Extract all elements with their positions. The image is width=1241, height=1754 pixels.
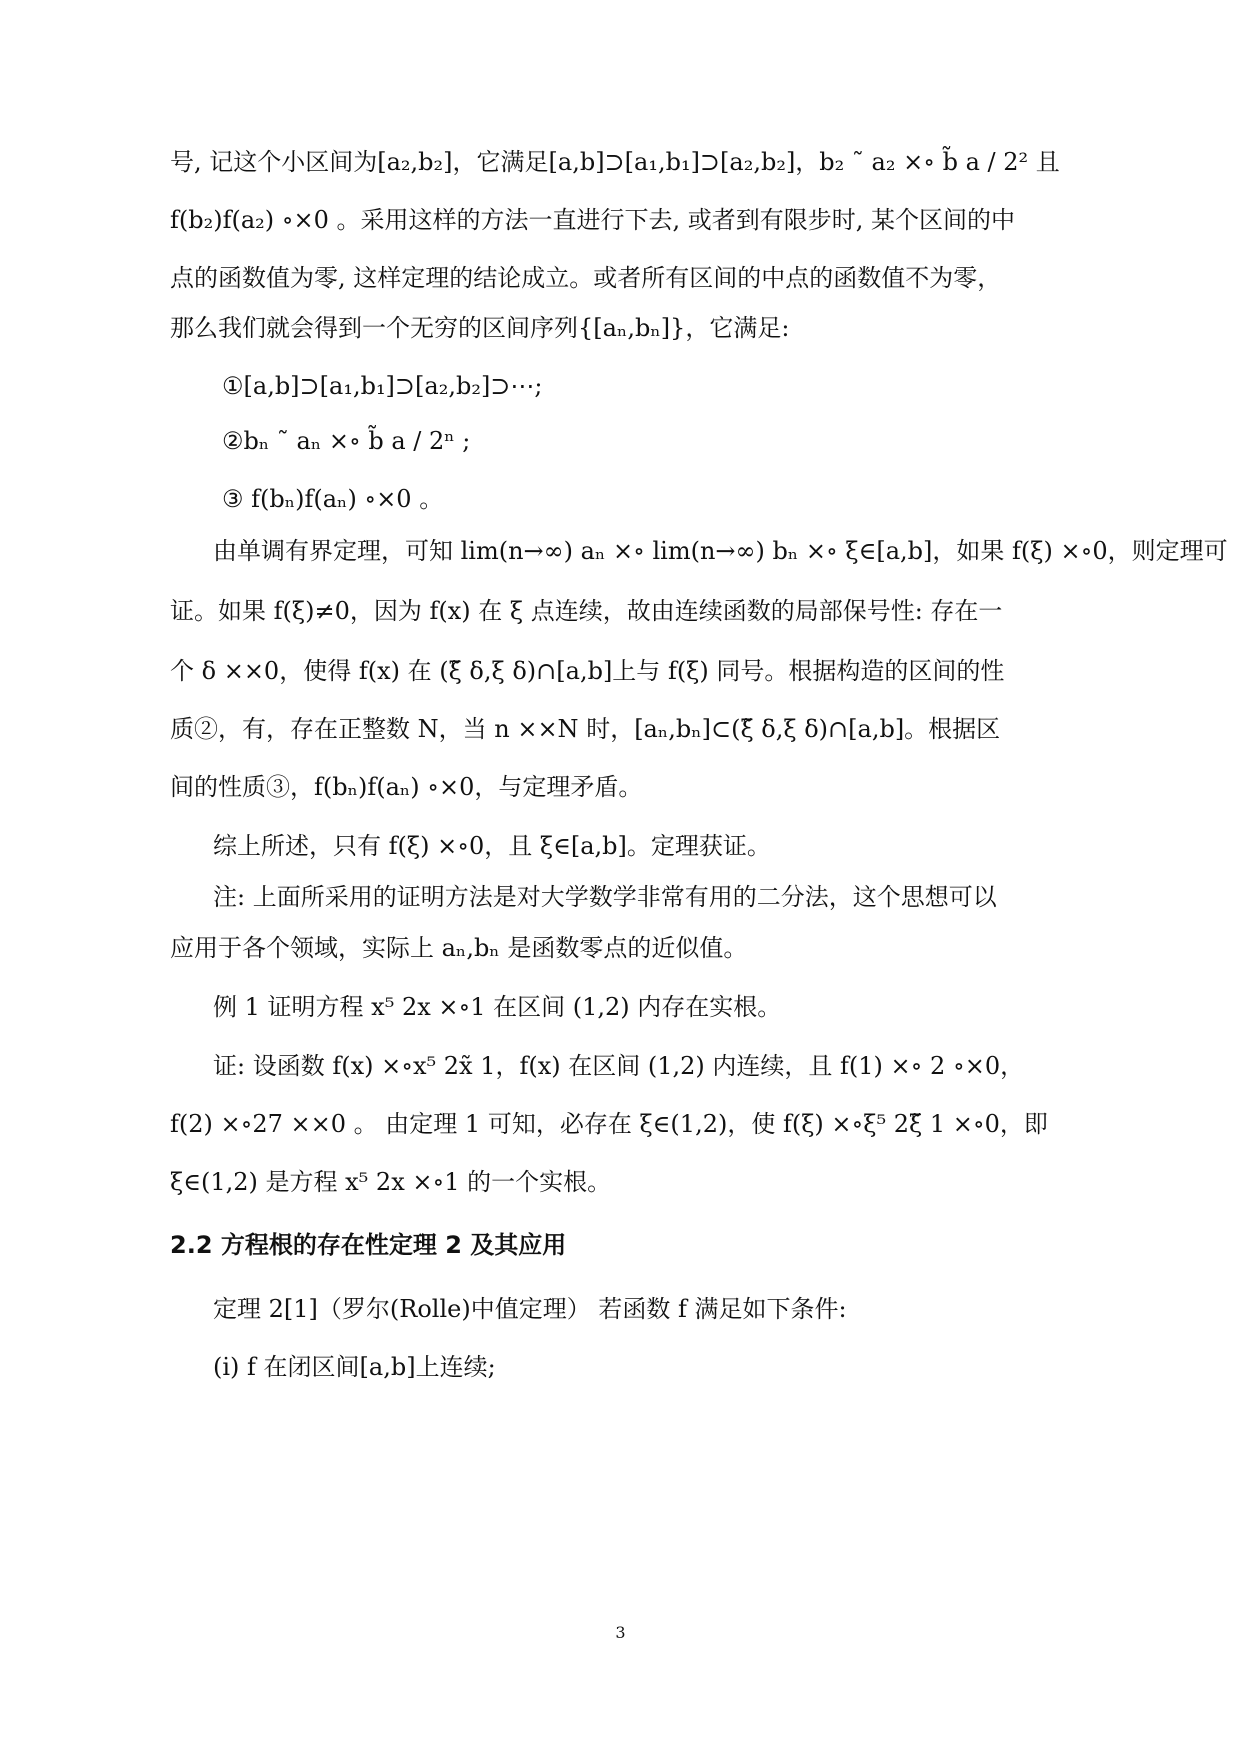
list-item: ②bₙ ˜ aₙ ×∘ b̃ a / 2ⁿ ; xyxy=(222,427,471,455)
text-line: 点的函数值为零, 这样定理的结论成立。或者所有区间的中点的函数值不为零， xyxy=(170,264,1002,292)
section-heading: 2.2 方程根的存在性定理 2 及其应用 xyxy=(170,1231,567,1259)
text-line: 个 δ ××0，使得 f(x) 在 (ξ̃ δ,ξ δ)∩[a,b]上与 f(ξ) 同号。根据构造的区间的性 xyxy=(170,657,1005,685)
text-line: f(2) ×∘27 ××0 。 由定理 1 可知，必存在 ξ∈(1,2)，使 f(ξ) ×∘ξ⁵ 2ξ̃ 1 ×∘0，即 xyxy=(170,1110,1048,1138)
theorem-line: 定理 2[1]（罗尔(Rolle)中值定理） 若函数 f 满足如下条件: xyxy=(213,1295,847,1323)
text-line: 那么我们就会得到一个无穷的区间序列{[aₙ,bₙ]}，它满足: xyxy=(170,314,790,342)
page-number: 3 xyxy=(615,1623,626,1642)
text-line: 应用于各个领域，实际上 aₙ,bₙ 是函数零点的近似值。 xyxy=(170,934,748,962)
text-line: 证。如果 f(ξ)≠0，因为 f(x) 在 ξ 点连续，故由连续函数的局部保号性: 存在一 xyxy=(170,597,1003,625)
text-line: f(b₂)f(a₂) ∘×0 。采用这样的方法一直进行下去, 或者到有限步时, 某个区间的中 xyxy=(170,206,1016,234)
text-line: 质②，有，存在正整数 N，当 n ××N 时，[aₙ,bₙ]⊂(ξ̃ δ,ξ δ)∩[a,b]。根据区 xyxy=(170,715,1001,743)
text-line: 注: 上面所采用的证明方法是对大学数学非常有用的二分法，这个思想可以 xyxy=(213,883,997,911)
text-line: 综上所述，只有 f(ξ) ×∘0，且 ξ∈[a,b]。定理获证。 xyxy=(213,832,771,860)
text-line: 证: 设函数 f(x) ×∘x⁵ 2x̃ 1，f(x) 在区间 (1,2) 内连续，且 f(1) ×∘ 2 ∘×0， xyxy=(213,1052,1025,1080)
text-line: 由单调有界定理，可知 lim(n→∞) aₙ ×∘ lim(n→∞) bₙ ×∘ ξ∈[a,b]，如果 f(ξ) ×∘0，则定理可 xyxy=(213,537,1228,565)
example-line: 例 1 证明方程 x⁵ 2x ×∘1 在区间 (1,2) 内存在实根。 xyxy=(213,993,782,1021)
text-line: 间的性质③，f(bₙ)f(aₙ) ∘×0，与定理矛盾。 xyxy=(170,773,643,801)
text-line: 号, 记这个小区间为[a₂,b₂]，它满足[a,b]⊃[a₁,b₁]⊃[a₂,b₂]，b₂ ˜ a₂ ×∘ b̃ a / 2² 且 xyxy=(170,148,1060,176)
text-line: (i) f 在闭区间[a,b]上连续; xyxy=(213,1353,496,1381)
text-line: ξ∈(1,2) 是方程 x⁵ 2x ×∘1 的一个实根。 xyxy=(170,1168,612,1196)
list-item: ③ f(bₙ)f(aₙ) ∘×0 。 xyxy=(222,485,444,513)
list-item: ①[a,b]⊃[a₁,b₁]⊃[a₂,b₂]⊃⋯; xyxy=(222,372,543,400)
